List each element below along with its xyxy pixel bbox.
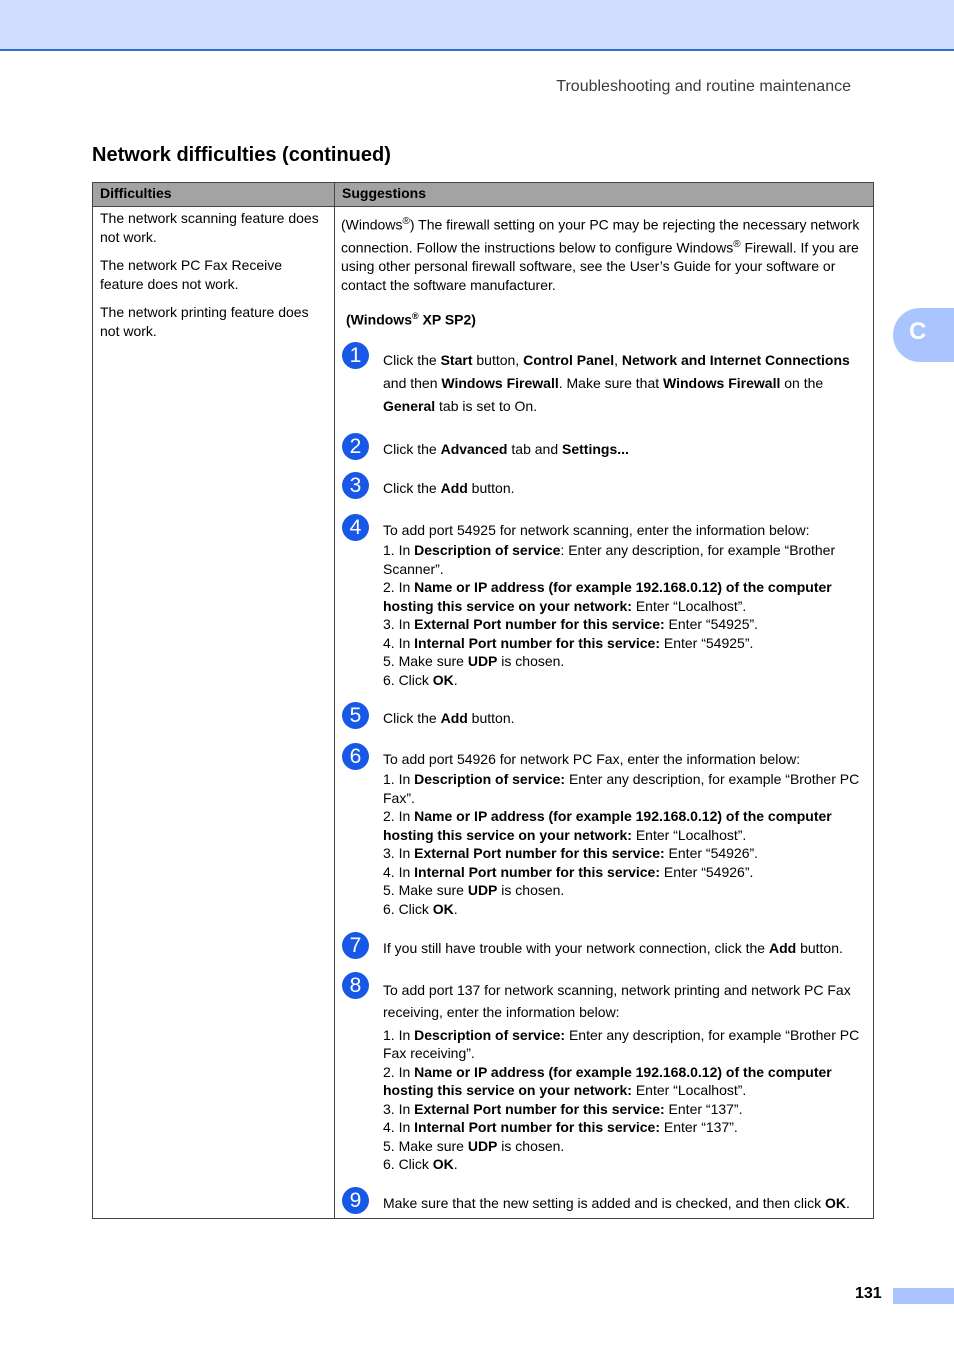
list-item: 3. In External Port number for this service: Enter “54926”. xyxy=(383,845,759,862)
step-text: Click the Add button. xyxy=(383,710,515,727)
step-7 xyxy=(341,932,868,958)
list-item: 1. In Description of service: Enter any description, for example “Brother PC Fax receiving”. xyxy=(383,1026,860,1062)
step-text: To add port 54926 for network PC Fax, enter the information below: xyxy=(383,750,801,767)
step-number-badge: 5 xyxy=(342,702,369,729)
list-item: 1. In Description of service: Enter any description, for example “Brother PC Fax”. xyxy=(383,771,860,806)
step-5 xyxy=(341,702,868,728)
difficulty-item: The network printing feature does not work. xyxy=(100,304,309,339)
windows-xp-heading: (Windows® XP SP2) xyxy=(346,311,476,328)
list-item: 1. In Description of service: Enter any description, for example “Brother Scanner”. xyxy=(383,542,836,577)
step-2 xyxy=(341,433,868,459)
running-header: Troubleshooting and routine maintenance xyxy=(556,78,851,95)
step-text: Click the Advanced tab and Settings... xyxy=(383,440,629,457)
step-number-badge: 2 xyxy=(342,433,369,460)
list-item: 6. Click OK. xyxy=(383,671,458,688)
step-instructions-list xyxy=(383,1026,868,1174)
top-band xyxy=(0,0,954,51)
step-1 xyxy=(341,342,868,417)
step-number-badge: 7 xyxy=(342,932,369,959)
list-item: 4. In Internal Port number for this service: Enter “54925”. xyxy=(383,634,754,651)
footer-bar xyxy=(893,1288,954,1304)
step-number-badge: 9 xyxy=(342,1187,369,1214)
difficulties-cell xyxy=(93,207,335,1219)
step-number-badge: 1 xyxy=(342,342,369,369)
list-item: 5. Make sure UDP is chosen. xyxy=(383,653,565,670)
table-row xyxy=(93,207,874,1219)
table-header-row xyxy=(93,183,874,207)
list-item: 2. In Name or IP address (for example 192.168.0.12) of the computer hosting this service on your network: Enter “Localhost”. xyxy=(383,808,832,843)
column-header-suggestions: Suggestions xyxy=(335,183,874,207)
chapter-tab xyxy=(893,308,954,362)
list-item: 4. In Internal Port number for this service: Enter “54926”. xyxy=(383,863,754,880)
difficulty-item: The network scanning feature does not work. xyxy=(100,210,319,245)
step-instructions-list xyxy=(383,770,868,918)
step-4 xyxy=(341,514,868,690)
list-item: 2. In Name or IP address (for example 192.168.0.12) of the computer hosting this service on your network: Enter “Localhost”. xyxy=(383,1063,832,1099)
list-item: 5. Make sure UDP is chosen. xyxy=(383,882,565,899)
step-number-badge: 4 xyxy=(342,514,369,541)
page-number: 131 xyxy=(855,1285,882,1302)
step-text: To add port 137 for network scanning, network printing and network PC Fax receiving, enter the information below: xyxy=(383,981,851,1021)
step-text: If you still have trouble with your network connection, click the Add button. xyxy=(383,940,843,957)
firewall-intro: (Windows®) The firewall setting on your PC may be rejecting the necessary network connection. Follow the instructions below to configure Windows® Firewall. If you are using other personal firewall software, see the User’s Guide for your software or contact the software manufacturer. xyxy=(341,216,860,294)
step-instructions-list xyxy=(383,541,868,689)
list-item: 4. In Internal Port number for this service: Enter “137”. xyxy=(383,1119,738,1136)
step-text: Click the Start button, Control Panel, Network and Internet Connections and then Windows Firewall. Make sure that Windows Firewall on the General tab is set to On. xyxy=(383,352,850,414)
step-3 xyxy=(341,472,868,498)
list-item: 6. Click OK. xyxy=(383,900,458,917)
list-item: 3. In External Port number for this service: Enter “54925”. xyxy=(383,616,759,633)
list-item: 2. In Name or IP address (for example 192.168.0.12) of the computer hosting this service on your network: Enter “Localhost”. xyxy=(383,579,832,614)
column-header-difficulties: Difficulties xyxy=(93,183,335,207)
step-8 xyxy=(341,972,868,1174)
list-item: 5. Make sure UDP is chosen. xyxy=(383,1137,565,1154)
step-number-badge: 3 xyxy=(342,472,369,499)
step-text: Make sure that the new setting is added and is checked, and then click OK. xyxy=(383,1194,850,1211)
chapter-tab-letter: C xyxy=(909,318,927,345)
step-number-badge: 8 xyxy=(342,972,369,999)
list-item: 6. Click OK. xyxy=(383,1156,458,1173)
step-6 xyxy=(341,743,868,919)
step-9 xyxy=(341,1187,868,1213)
step-text: To add port 54925 for network scanning, enter the information below: xyxy=(383,521,810,538)
suggestions-cell xyxy=(335,207,874,1219)
difficulty-item: The network PC Fax Receive feature does not work. xyxy=(100,257,283,292)
troubleshooting-table xyxy=(92,182,874,1219)
section-title: Network difficulties (continued) xyxy=(92,144,391,166)
list-item: 3. In External Port number for this service: Enter “137”. xyxy=(383,1100,743,1117)
step-number-badge: 6 xyxy=(342,743,369,770)
step-text: Click the Add button. xyxy=(383,480,515,497)
